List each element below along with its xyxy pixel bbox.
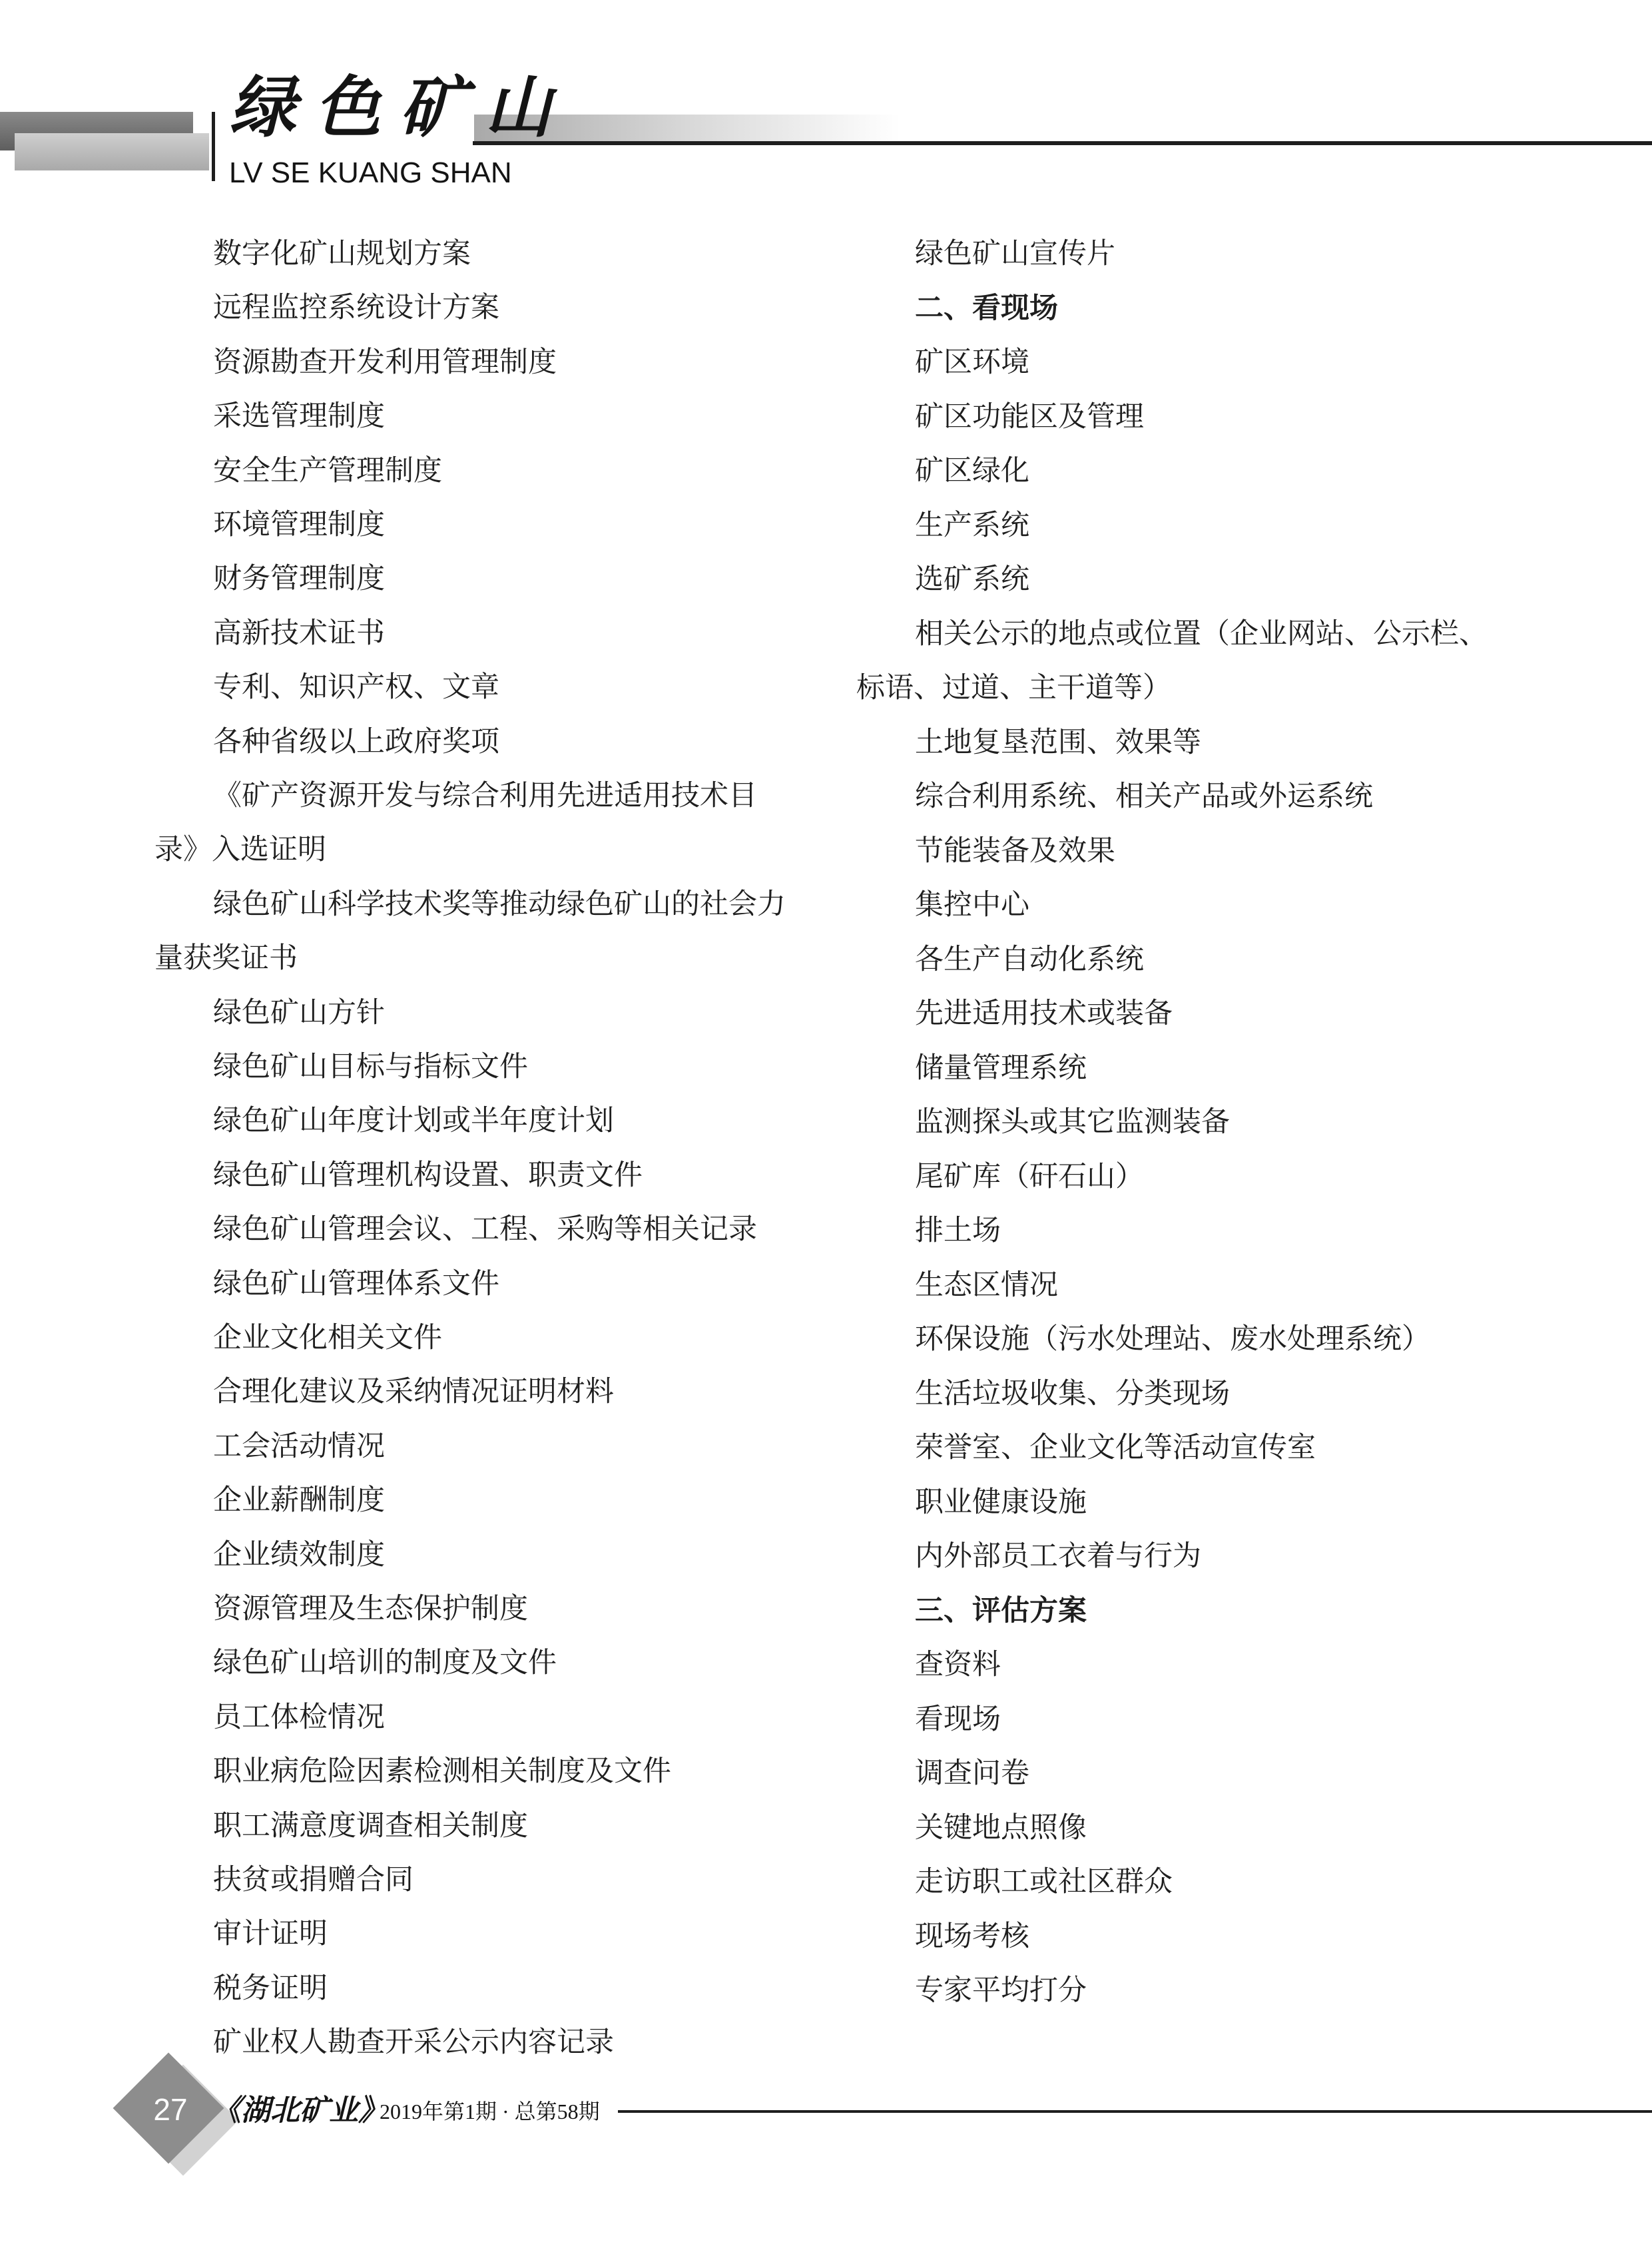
left-column-item: 量获奖证书 [154,942,298,976]
right-column-item: 关键地点照像 [915,1811,1087,1844]
section-title: 绿色矿山 [229,68,570,146]
left-column-item: 税务证明 [213,1971,328,2005]
left-column-item: 环境管理制度 [213,508,385,541]
page-number: 27 [153,2092,188,2127]
left-column-item: 企业薪酬制度 [213,1484,385,1518]
footer-rule [618,2110,1652,2113]
right-column-item: 生产系统 [915,508,1029,542]
left-column-item: 矿业权人勘查开采公示内容记录 [213,2026,614,2060]
left-column-item: 各种省级以上政府奖项 [213,724,499,758]
right-column-item: 绿色矿山宣传片 [915,237,1115,270]
left-column-item: 绿色矿山培训的制度及文件 [213,1646,557,1680]
right-column-item: 职业健康设施 [915,1485,1087,1519]
left-column-item: 合理化建议及采纳情况证明材料 [213,1375,614,1409]
left-column-item: 安全生产管理制度 [213,453,442,487]
right-column-item: 储量管理系统 [915,1051,1087,1085]
right-column-item: 节能装备及效果 [915,834,1115,868]
left-column-item: 采选管理制度 [213,400,385,433]
left-column-item: 远程监控系统设计方案 [213,291,499,325]
right-column-item: 相关公示的地点或位置（企业网站、公示栏、 [915,617,1488,651]
header-decor-bar-light [15,133,209,170]
right-column-item: 选矿系统 [915,563,1029,596]
right-column-item: 标语、过道、主干道等） [856,671,1171,704]
left-column-item: 绿色矿山目标与指标文件 [213,1050,528,1083]
left-column-item: 企业文化相关文件 [213,1321,442,1354]
right-column-item: 集控中心 [915,888,1029,922]
right-column-item: 排土场 [915,1214,1001,1247]
right-column-item: 综合利用系统、相关产品或外运系统 [915,780,1373,813]
left-column-item: 高新技术证书 [213,616,385,650]
right-column-item: 专家平均打分 [915,1974,1087,2007]
left-column-item: 资源管理及生态保护制度 [213,1592,528,1625]
right-column-item: 内外部员工衣着与行为 [915,1540,1201,1573]
right-column-item: 荣誉室、企业文化等活动宣传室 [915,1431,1316,1464]
right-column-item: 走访职工或社区群众 [915,1865,1173,1898]
journal-name: 《湖北矿业》 [212,2094,388,2127]
left-column-item: 职业病危险因素检测相关制度及文件 [213,1755,671,1789]
left-column-item: 工会活动情况 [213,1429,385,1463]
header-divider [212,112,215,181]
left-column-item: 资源勘查开发利用管理制度 [213,345,557,379]
left-column-item: 财务管理制度 [213,562,385,596]
right-column-item: 二、看现场 [915,291,1058,325]
left-column-item: 专利、知识产权、文章 [213,671,499,704]
right-column-item: 生活垃圾收集、分类现场 [915,1376,1230,1410]
right-column-item: 查资料 [915,1648,1001,1681]
left-column-item: 企业绩效制度 [213,1538,385,1571]
right-column-item: 先进适用技术或装备 [915,997,1173,1030]
issue-info: 2019年第1期 · 总第58期 [380,2100,600,2123]
left-column-item: 绿色矿山管理体系文件 [213,1266,499,1300]
right-column-item: 矿区功能区及管理 [915,400,1144,433]
left-column-item: 员工体检情况 [213,1700,385,1734]
right-column-item: 调查问卷 [915,1757,1029,1790]
right-column-item: 土地复垦范围、效果等 [915,725,1201,759]
right-column-item: 矿区绿化 [915,454,1029,487]
left-column-item: 绿色矿山管理机构设置、职责文件 [213,1158,643,1192]
right-column-item: 看现场 [915,1702,1001,1736]
section-subtitle: LV SE KUANG SHAN [229,156,512,189]
left-column-item: 《矿产资源开发与综合利用先进适用技术目 [213,779,757,812]
left-column-item: 绿色矿山科学技术奖等推动绿色矿山的社会力 [213,887,786,921]
left-column-item: 录》入选证明 [154,833,326,867]
right-column-item: 生态区情况 [915,1268,1058,1302]
left-column-item: 扶贫或捐赠合同 [213,1863,413,1896]
right-column-item: 各生产自动化系统 [915,942,1144,976]
left-column-item: 审计证明 [213,1917,328,1951]
right-column-item: 环保设施（污水处理站、废水处理系统） [915,1322,1430,1356]
left-column-item: 职工满意度调查相关制度 [213,1809,528,1842]
right-column-item: 三、评估方案 [915,1593,1087,1627]
left-column-item: 数字化矿山规划方案 [213,237,471,270]
right-column-item: 尾矿库（矸石山） [915,1159,1144,1193]
left-column-item: 绿色矿山管理会议、工程、采购等相关记录 [213,1213,757,1247]
right-column-item: 矿区环境 [915,346,1029,379]
right-column-item: 监测探头或其它监测装备 [915,1105,1230,1139]
left-column-item: 绿色矿山年度计划或半年度计划 [213,1104,614,1138]
header-rule [473,141,1652,145]
left-column-item: 绿色矿山方针 [213,995,385,1029]
right-column-item: 现场考核 [915,1919,1029,1953]
